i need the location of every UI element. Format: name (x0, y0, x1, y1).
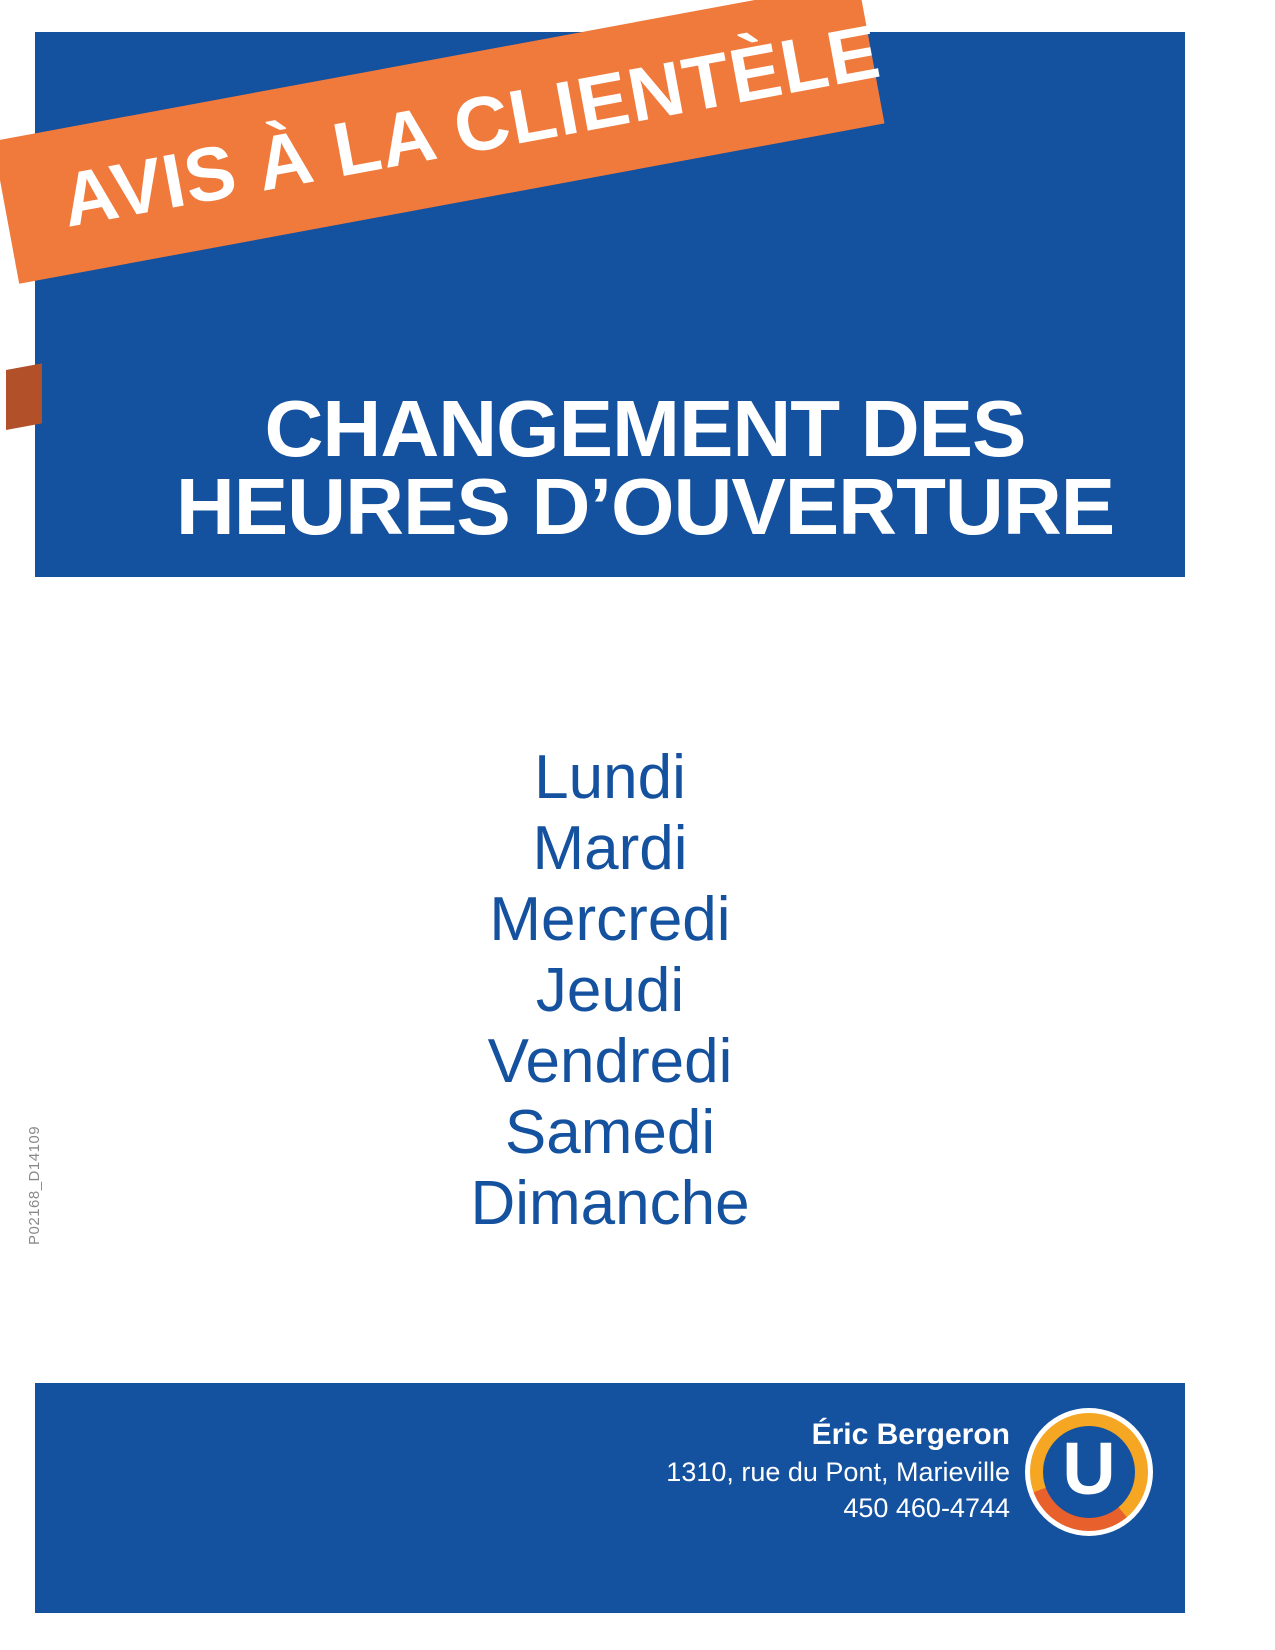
logo-ring-inner (1043, 1426, 1135, 1518)
contact-phone: 450 460-4744 (843, 1493, 1010, 1523)
contact-address: 1310, rue du Pont, Marieville (666, 1457, 1010, 1487)
contact-name: Éric Bergeron (811, 1418, 1010, 1451)
page-title-line-2: HEURES D’OUVERTURE (175, 462, 1115, 552)
list-item: Jeudi (535, 956, 685, 1025)
page-title-line-1: CHANGEMENT DES (264, 384, 1026, 473)
page-title (59, 384, 1232, 552)
document-reference-code: P02168_D14109 (26, 1125, 43, 1245)
list-item: Mercredi (489, 885, 731, 954)
header-banner (35, 32, 1185, 577)
list-item: Vendredi (487, 1027, 733, 1096)
contact-info (666, 1416, 1010, 1526)
list-item: Dimanche (470, 1169, 750, 1238)
logo-ring-outer (1030, 1413, 1148, 1531)
ribbon-label: AVIS À LA CLIENTÈLE (55, 8, 887, 244)
brand-logo (1025, 1408, 1153, 1536)
list-item: Lundi (534, 743, 686, 812)
logo-letter: U (1062, 1427, 1116, 1510)
days-list (35, 742, 1185, 1239)
footer-banner (35, 1383, 1185, 1613)
list-item: Samedi (504, 1098, 716, 1167)
list-item: Mardi (532, 814, 688, 883)
